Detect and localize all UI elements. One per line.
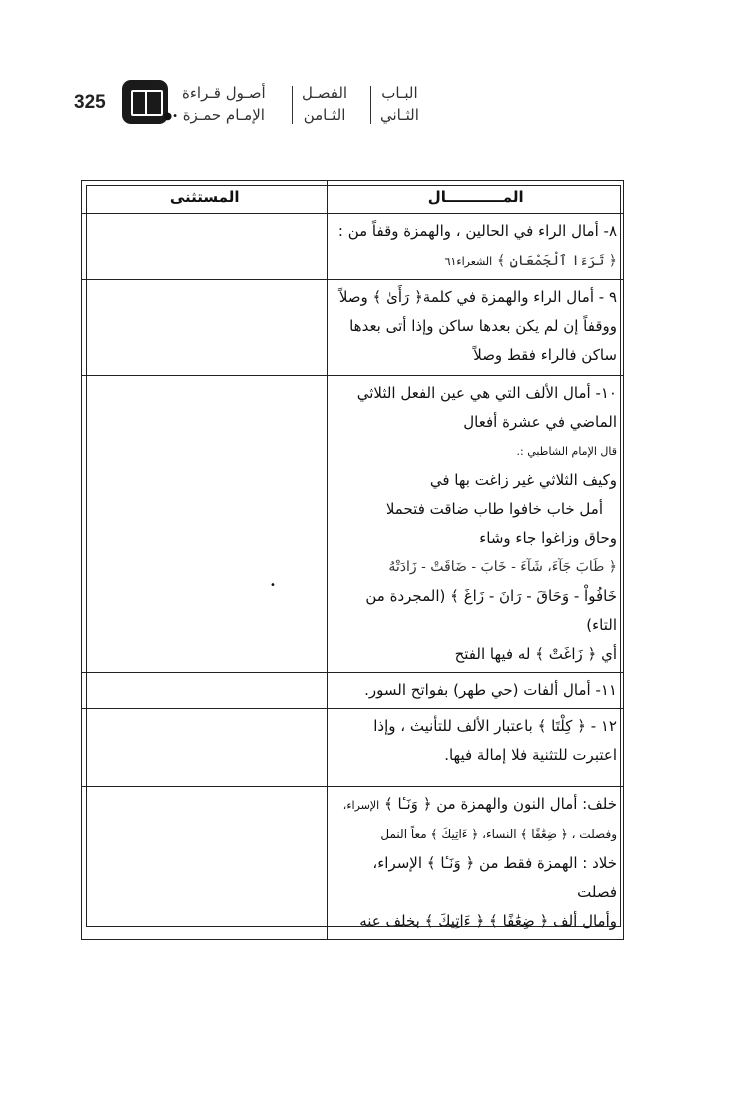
book-title: أصـول قـراءة (182, 84, 266, 102)
table-row (82, 214, 624, 280)
table-row (82, 376, 624, 673)
page-number: 325 (74, 92, 106, 113)
imala-table (81, 180, 624, 940)
section-block (380, 82, 419, 126)
column-header-exception: المستثنى (82, 181, 328, 214)
chapter-label: الفصـل (302, 84, 348, 102)
example-cell: ٨- أمال الراء في الحالين ، والهمزة وقفاً من : ﴿ تَرَءَا ٱلْجَمْعَانِ ﴾ الشعراء٦١ (328, 214, 624, 280)
table-header-row (82, 181, 624, 214)
header-divider (370, 86, 371, 124)
example-cell: ١١- أمال ألفات (حي طهر) بفواتح السور. (328, 673, 624, 709)
table-row (82, 673, 624, 709)
exception-cell (82, 214, 328, 280)
exception-cell (82, 787, 328, 940)
exception-cell (82, 376, 328, 673)
table-row (82, 709, 624, 787)
column-header-example: المـــــــــــال (328, 181, 624, 214)
book-logo-icon: ●• (122, 80, 168, 124)
example-cell: ٩ - أمال الراء والهمزة في كلمة﴿ رَأَىٰ ﴾ وصلاً ووقفاً إن لم يكن بعدها ساكن وإذا أتى بعدها ساكن فالراء فقط وصلاً (328, 280, 624, 376)
example-cell: خلف: أمال النون والهمزة من ﴿ وَنَـٔا ﴾ الإسراء، وفصلت ، ﴿ ضِعَٰفًا ﴾ النساء، ﴿ ءَاتِيكَ ﴾ معاً النمل خلاد : الهمزة فقط من ﴿ وَنَـٔا ﴾ الإسراء، فصلت وأمال ألف ﴿ ضِعَٰفًا ﴾ ﴿ ءَاتِيكَ ﴾ بخلف عنه (328, 787, 624, 940)
exception-cell (82, 673, 328, 709)
page-header (70, 72, 440, 136)
section-value: الثـاني (380, 106, 419, 124)
stray-mark: • (270, 580, 276, 591)
exception-cell (82, 280, 328, 376)
table-row (82, 280, 624, 376)
example-cell: ١٠- أمال الألف التي هي عين الفعل الثلاثي الماضي في عشرة أفعال قال الإمام الشاطبي :. وكيف الثلاثي غير زاغت بها في أمل خاب خافوا طاب ضاقت فتحملا وحاق وزاغوا جاء وشاء ﴿ طَابَ جَآءَ، شَآءَ - خَابَ - ضَاقَتْ - زَادَتْهُ خَافُواْ - وَحَاقَ - رَانَ - زَاغَ ﴾ (المجردة من التاء) أي ﴿ زَاغَتْ ﴾ له فيها الفتح (328, 376, 624, 673)
book-title-block (182, 82, 266, 126)
example-cell: ١٢ - ﴿ كِلْتَا ﴾ باعتبار الألف للتأنيث ، وإذا اعتبرت للتثنية فلا إمالة فيها. (328, 709, 624, 787)
chapter-block (302, 82, 347, 126)
section-label: البـاب (381, 84, 418, 102)
chapter-value: الثـامن (303, 106, 346, 124)
table-row (82, 787, 624, 940)
book-subtitle: الإمـام حمـزة (182, 106, 265, 124)
exception-cell (82, 709, 328, 787)
header-divider (292, 86, 293, 124)
